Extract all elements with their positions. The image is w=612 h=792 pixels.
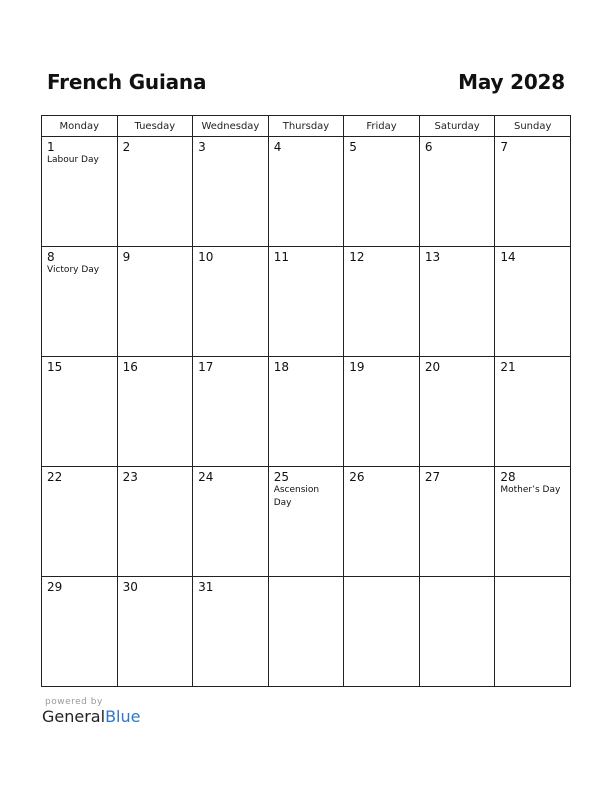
weekday-sunday: Sunday: [495, 116, 571, 137]
brand-logo: [42, 707, 140, 726]
day-number: 14: [500, 250, 516, 264]
weekday-thursday: Thursday: [268, 116, 344, 137]
brand-blue-text: Blue: [105, 707, 141, 726]
day-number: 17: [198, 360, 214, 374]
day-number: 21: [500, 360, 516, 374]
weekday-monday: Monday: [42, 116, 118, 137]
day-number: 5: [349, 140, 357, 154]
day-cell: [495, 137, 571, 247]
day-cell: [419, 467, 495, 577]
day-cell: [344, 357, 420, 467]
day-number: 15: [47, 360, 63, 374]
country-title: French Guiana: [47, 70, 207, 94]
day-number: 28: [500, 470, 516, 484]
day-cell: [268, 247, 344, 357]
day-number: 10: [198, 250, 214, 264]
week-row: [42, 357, 571, 467]
day-number: 29: [47, 580, 63, 594]
day-cell: [495, 577, 571, 687]
day-cell: [193, 577, 269, 687]
day-cell: [268, 577, 344, 687]
week-row: [42, 137, 571, 247]
day-number: 6: [424, 140, 433, 154]
day-cell: [117, 247, 193, 357]
footer-branding: [42, 697, 140, 726]
day-number: 9: [122, 250, 131, 264]
day-cell: [268, 357, 344, 467]
day-cell: [117, 577, 193, 687]
day-number: 18: [273, 360, 289, 374]
day-number: 30: [122, 580, 138, 594]
day-cell: [495, 357, 571, 467]
day-number: 12: [349, 250, 365, 264]
day-number: 27: [424, 470, 441, 484]
day-cell: [344, 577, 420, 687]
day-number: 13: [424, 250, 441, 264]
day-cell: [193, 247, 269, 357]
day-cell: [42, 357, 118, 467]
day-number: 7: [500, 140, 509, 154]
day-number: 1: [47, 140, 55, 154]
day-cell: [419, 357, 495, 467]
holiday-label: Ascension Day: [273, 485, 320, 508]
weekday-wednesday: Wednesday: [193, 116, 269, 137]
day-cell: [193, 357, 269, 467]
day-cell: [42, 247, 118, 357]
holiday-label: Mother’s Day: [500, 485, 561, 495]
day-number: 22: [47, 470, 63, 484]
weekday-friday: Friday: [344, 116, 420, 137]
powered-by-label: powered by: [45, 697, 103, 707]
day-cell: [42, 577, 118, 687]
day-number: 25: [273, 470, 289, 484]
day-cell: [117, 137, 193, 247]
month-title: May 2028: [458, 70, 565, 94]
brand-general-text: General: [42, 707, 106, 726]
holiday-label: Victory Day: [47, 265, 100, 275]
day-number: 20: [424, 360, 441, 374]
week-row: [42, 467, 571, 577]
weekday-tuesday: Tuesday: [117, 116, 193, 137]
day-cell: [419, 247, 495, 357]
day-cell: [42, 137, 118, 247]
day-number: 26: [349, 470, 365, 484]
day-number: 31: [198, 580, 214, 594]
day-cell: [344, 247, 420, 357]
day-number: 3: [198, 140, 206, 154]
day-cell: [419, 577, 495, 687]
day-cell: [344, 137, 420, 247]
calendar-grid: [41, 115, 571, 687]
day-cell: [117, 467, 193, 577]
day-number: 2: [122, 140, 131, 154]
day-cell: [268, 137, 344, 247]
weekday-header-row: [42, 116, 571, 137]
day-number: 4: [273, 140, 282, 154]
day-cell: [495, 247, 571, 357]
day-cell: [495, 467, 571, 577]
day-cell: [268, 467, 344, 577]
calendar-header: [41, 70, 571, 100]
week-row: [42, 577, 571, 687]
day-number: 8: [47, 250, 55, 264]
holiday-label: Labour Day: [47, 155, 99, 165]
day-number: 19: [349, 360, 365, 374]
day-cell: [42, 467, 118, 577]
day-number: 23: [122, 470, 138, 484]
day-cell: [193, 467, 269, 577]
weekday-saturday: Saturday: [419, 116, 495, 137]
day-cell: [344, 467, 420, 577]
day-cell: [193, 137, 269, 247]
day-number: 16: [122, 360, 138, 374]
week-row: [42, 247, 571, 357]
day-number: 24: [198, 470, 214, 484]
day-cell: [419, 137, 495, 247]
day-cell: [117, 357, 193, 467]
day-number: 11: [273, 250, 289, 264]
